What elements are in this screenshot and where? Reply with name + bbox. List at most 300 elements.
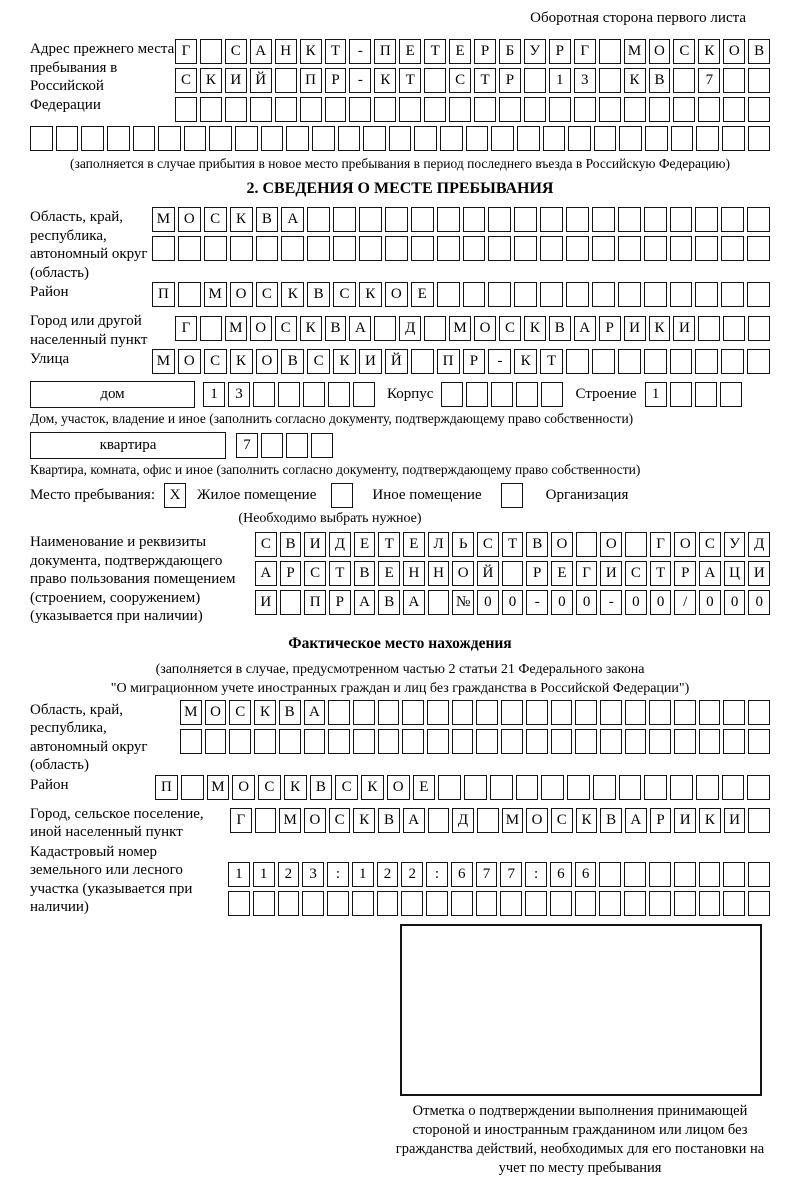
char-cell [748, 729, 770, 754]
char-cell [466, 382, 488, 407]
char-cell: Е [551, 561, 573, 586]
char-cell [575, 891, 597, 916]
place-type-note: (Необходимо выбрать нужное) [238, 511, 422, 526]
cadastral-field [30, 842, 770, 920]
residential-option-label: Жилое помещение [197, 487, 317, 503]
prev-address-row-3 [175, 97, 770, 122]
char-cell [526, 700, 548, 725]
char-cell [501, 700, 523, 725]
char-cell [543, 126, 566, 151]
house-cells [203, 382, 375, 407]
char-cell: Р [549, 39, 571, 64]
char-cell: Е [399, 39, 421, 64]
char-cell [644, 349, 667, 374]
char-cell [723, 891, 745, 916]
char-cell: Ь [452, 532, 474, 557]
char-cell: Е [413, 775, 436, 800]
char-cell [175, 97, 197, 122]
char-cell [549, 97, 571, 122]
char-cell: 7 [500, 862, 522, 887]
char-cell [600, 700, 622, 725]
char-cell: Т [502, 532, 524, 557]
stamp-area [30, 924, 770, 1178]
char-cell: : [426, 862, 448, 887]
char-cell [723, 316, 745, 341]
cadastral-row-1 [228, 862, 770, 887]
char-cell [303, 382, 325, 407]
char-cell [428, 808, 450, 833]
char-cell: С [329, 808, 351, 833]
char-cell: Д [329, 532, 351, 557]
region-row-2 [152, 236, 770, 261]
char-cell: № [452, 590, 474, 615]
char-cell [499, 97, 521, 122]
char-cell [699, 862, 721, 887]
organization-option-label: Организация [545, 487, 629, 503]
char-cell [721, 236, 744, 261]
char-cell [253, 382, 275, 407]
char-cell [349, 97, 371, 122]
char-cell: 1 [549, 68, 571, 93]
char-cell: М [152, 349, 175, 374]
char-cell: : [525, 862, 547, 887]
char-cell [338, 126, 361, 151]
char-cell [261, 433, 283, 458]
char-cell [748, 126, 771, 151]
char-cell [402, 700, 424, 725]
char-cell [411, 236, 434, 261]
char-cell [671, 126, 694, 151]
char-cell [551, 729, 573, 754]
char-cell: О [723, 39, 745, 64]
char-cell: С [449, 68, 471, 93]
street-field [30, 349, 770, 378]
char-cell: О [551, 532, 573, 557]
char-cell [541, 382, 563, 407]
char-cell: П [304, 590, 326, 615]
char-cell [593, 775, 616, 800]
char-cell: Т [329, 561, 351, 586]
char-cell: И [304, 532, 326, 557]
char-cell: К [514, 349, 537, 374]
cadastral-label: Кадастровый номер земельного или лесного участка (указывается при наличии) [30, 843, 193, 915]
char-cell: 1 [352, 862, 374, 887]
char-cell [723, 68, 745, 93]
char-cell: К [624, 68, 646, 93]
char-cell [748, 316, 770, 341]
char-cell [592, 282, 615, 307]
title-document-label: Наименование и реквизиты документа, подтверждающего право пользования помещением (строением, сооружением) (указывается при наличии) [30, 534, 236, 624]
char-cell [625, 532, 647, 557]
char-cell: С [307, 349, 330, 374]
char-cell [463, 236, 486, 261]
house-row [30, 381, 770, 408]
char-cell [491, 382, 513, 407]
char-cell [516, 775, 539, 800]
char-cell: С [335, 775, 358, 800]
apartment-row [30, 432, 770, 459]
char-cell [307, 236, 330, 261]
char-cell: Д [748, 532, 770, 557]
char-cell [200, 97, 222, 122]
prev-address-field [30, 39, 770, 126]
char-cell [474, 97, 496, 122]
char-cell: К [300, 39, 322, 64]
char-cell: 0 [502, 590, 524, 615]
char-cell [696, 775, 719, 800]
char-cell [359, 236, 382, 261]
char-cell [525, 891, 547, 916]
char-cell: Р [474, 39, 496, 64]
char-cell: С [255, 532, 277, 557]
char-cell [399, 97, 421, 122]
char-cell [300, 97, 322, 122]
char-cell: Т [378, 532, 400, 557]
char-cell [307, 207, 330, 232]
char-cell: И [225, 68, 247, 93]
char-cell: Б [499, 39, 521, 64]
actual-location-note-1: (заполняется в случае, предусмотренном частью 2 статьи 21 Федерального закона [155, 661, 645, 677]
char-cell [723, 700, 745, 725]
char-cell: Р [463, 349, 486, 374]
char-cell [644, 282, 667, 307]
char-cell: Н [275, 39, 297, 64]
char-cell [649, 862, 671, 887]
char-cell [723, 97, 745, 122]
char-cell: Т [325, 39, 347, 64]
char-cell [378, 700, 400, 725]
char-cell: П [437, 349, 460, 374]
char-cell [695, 282, 718, 307]
char-cell [644, 207, 667, 232]
char-cell [424, 68, 446, 93]
char-cell: В [279, 700, 301, 725]
char-cell: Г [230, 808, 252, 833]
char-cell: М [279, 808, 301, 833]
char-cell [723, 729, 745, 754]
char-cell: И [724, 808, 746, 833]
char-cell: 7 [698, 68, 720, 93]
char-cell [490, 775, 513, 800]
house-note: Дом, участок, владение и иное (заполнить согласно документу, подтверждающему право собственности) [30, 411, 634, 426]
prev-address-row-2 [175, 68, 770, 93]
city-field [30, 311, 770, 349]
char-cell [747, 236, 770, 261]
apartment-cells [236, 433, 333, 458]
char-cell: Р [674, 561, 696, 586]
char-cell: Ц [724, 561, 746, 586]
char-cell: С [699, 532, 721, 557]
char-cell [673, 68, 695, 93]
char-cell [30, 126, 53, 151]
char-cell: Г [175, 39, 197, 64]
char-cell [328, 729, 350, 754]
cadastral-row-2 [228, 891, 770, 916]
char-cell: В [378, 590, 400, 615]
char-cell: С [304, 561, 326, 586]
char-cell: Е [411, 282, 434, 307]
char-cell: И [359, 349, 382, 374]
char-cell [180, 729, 202, 754]
char-cell [253, 891, 275, 916]
char-cell [385, 207, 408, 232]
char-cell: С [258, 775, 281, 800]
char-cell [488, 236, 511, 261]
page-side-note: Оборотная сторона первого листа [530, 10, 746, 26]
char-cell: Е [403, 532, 425, 557]
char-cell [568, 126, 591, 151]
char-cell: 6 [550, 862, 572, 887]
char-cell [566, 282, 589, 307]
char-cell: А [304, 700, 326, 725]
char-cell [463, 207, 486, 232]
char-cell [541, 775, 564, 800]
char-cell: И [255, 590, 277, 615]
char-cell: С [673, 39, 695, 64]
char-cell [181, 775, 204, 800]
char-cell: К [524, 316, 546, 341]
char-cell [401, 891, 423, 916]
char-cell: Й [250, 68, 272, 93]
char-cell: 3 [302, 862, 324, 887]
char-cell: Е [378, 561, 400, 586]
char-cell [566, 236, 589, 261]
char-cell [178, 282, 201, 307]
char-cell [286, 433, 308, 458]
char-cell [428, 590, 450, 615]
actual-region-field [30, 700, 770, 775]
char-cell: 7 [236, 433, 258, 458]
char-cell: С [225, 39, 247, 64]
char-cell: А [354, 590, 376, 615]
char-cell: К [649, 316, 671, 341]
char-cell [674, 891, 696, 916]
char-cell: Д [452, 808, 474, 833]
char-cell [695, 382, 717, 407]
char-cell [526, 729, 548, 754]
char-cell: 0 [699, 590, 721, 615]
char-cell [311, 433, 333, 458]
char-cell: С [477, 532, 499, 557]
char-cell [452, 729, 474, 754]
actual-district-label: Район [30, 776, 69, 793]
char-cell [281, 236, 304, 261]
char-cell: К [576, 808, 598, 833]
char-cell: Г [574, 39, 596, 64]
char-cell: О [304, 808, 326, 833]
char-cell [618, 282, 641, 307]
char-cell: М [204, 282, 227, 307]
char-cell: В [649, 68, 671, 93]
char-cell: Р [526, 561, 548, 586]
char-cell: О [452, 561, 474, 586]
char-cell: Р [650, 808, 672, 833]
char-cell [720, 382, 742, 407]
char-cell [414, 126, 437, 151]
char-cell: В [526, 532, 548, 557]
char-cell [230, 236, 253, 261]
char-cell: Т [650, 561, 672, 586]
char-cell [699, 729, 721, 754]
char-cell: М [624, 39, 646, 64]
char-cell: О [474, 316, 496, 341]
char-cell: О [256, 349, 279, 374]
char-cell: 1 [228, 862, 250, 887]
char-cell [670, 775, 693, 800]
char-cell [278, 382, 300, 407]
char-cell: И [600, 561, 622, 586]
char-cell [575, 729, 597, 754]
place-type-row [30, 483, 770, 508]
char-cell: М [225, 316, 247, 341]
char-cell [748, 68, 770, 93]
char-cell [599, 68, 621, 93]
char-cell [286, 126, 309, 151]
char-cell [566, 349, 589, 374]
char-cell: О [600, 532, 622, 557]
char-cell [618, 236, 641, 261]
char-cell [747, 349, 770, 374]
char-cell [747, 282, 770, 307]
char-cell: О [526, 808, 548, 833]
char-cell [618, 207, 641, 232]
char-cell [304, 729, 326, 754]
char-cell [374, 97, 396, 122]
prev-address-label: Адрес прежнего места пребывания в Российской Федерации [30, 41, 175, 113]
char-cell [363, 126, 386, 151]
char-cell [279, 729, 301, 754]
place-type-label: Место пребывания: [30, 487, 155, 503]
char-cell [464, 775, 487, 800]
char-cell [567, 775, 590, 800]
char-cell: К [284, 775, 307, 800]
char-cell [748, 700, 770, 725]
char-cell [540, 207, 563, 232]
char-cell [327, 891, 349, 916]
title-document-row-1 [255, 532, 770, 557]
actual-district-row [155, 775, 770, 800]
region-row-1 [152, 207, 770, 232]
title-document-row-3 [255, 590, 770, 615]
char-cell: И [624, 316, 646, 341]
char-cell [353, 700, 375, 725]
char-cell [594, 126, 617, 151]
district-row [152, 282, 770, 307]
char-cell [721, 349, 744, 374]
region-field [30, 207, 770, 282]
char-cell [644, 236, 667, 261]
char-cell [389, 126, 412, 151]
char-cell [670, 382, 692, 407]
actual-district-field [30, 775, 770, 804]
char-cell: Г [175, 316, 197, 341]
char-cell [353, 729, 375, 754]
char-cell: В [748, 39, 770, 64]
prev-address-row-4 [30, 126, 770, 151]
char-cell: - [600, 590, 622, 615]
char-cell: Й [385, 349, 408, 374]
char-cell: А [403, 590, 425, 615]
char-cell [625, 729, 647, 754]
char-cell [748, 862, 770, 887]
apartment-box-label: квартира [30, 432, 226, 459]
char-cell [645, 126, 668, 151]
char-cell: С [204, 349, 227, 374]
char-cell: М [502, 808, 524, 833]
char-cell: - [526, 590, 548, 615]
char-cell [184, 126, 207, 151]
char-cell: И [673, 316, 695, 341]
char-cell [517, 126, 540, 151]
street-row [152, 349, 770, 374]
char-cell: 6 [451, 862, 473, 887]
char-cell [670, 236, 693, 261]
char-cell: 3 [228, 382, 250, 407]
char-cell [107, 126, 130, 151]
char-cell: А [699, 561, 721, 586]
char-cell [619, 775, 642, 800]
char-cell [302, 891, 324, 916]
char-cell [670, 349, 693, 374]
char-cell [599, 862, 621, 887]
char-cell: Й [477, 561, 499, 586]
char-cell [451, 891, 473, 916]
char-cell [312, 126, 335, 151]
char-cell [374, 316, 396, 341]
char-cell [592, 236, 615, 261]
char-cell: Е [449, 39, 471, 64]
char-cell [722, 126, 745, 151]
char-cell [502, 561, 524, 586]
char-cell [721, 282, 744, 307]
prev-address-row-1 [175, 39, 770, 64]
char-cell [550, 891, 572, 916]
korpus-label: Корпус [387, 386, 434, 402]
char-cell [440, 126, 463, 151]
char-cell: С [204, 207, 227, 232]
char-cell: С [175, 68, 197, 93]
char-cell [437, 207, 460, 232]
char-cell [698, 316, 720, 341]
char-cell [618, 349, 641, 374]
char-cell: : [327, 862, 349, 887]
char-cell [514, 282, 537, 307]
char-cell: А [255, 561, 277, 586]
district-label: Район [30, 284, 69, 300]
char-cell [325, 97, 347, 122]
char-cell [427, 729, 449, 754]
char-cell: Г [650, 532, 672, 557]
char-cell: 2 [401, 862, 423, 887]
char-cell [551, 700, 573, 725]
char-cell [576, 532, 598, 557]
char-cell: С [551, 808, 573, 833]
char-cell: 0 [748, 590, 770, 615]
char-cell: О [230, 282, 253, 307]
char-cell: О [387, 775, 410, 800]
char-cell [670, 282, 693, 307]
stroenie-label: Строение [575, 386, 637, 402]
char-cell [670, 207, 693, 232]
char-cell: К [300, 316, 322, 341]
section2-title: 2. СВЕДЕНИЯ О МЕСТЕ ПРЕБЫВАНИЯ [246, 180, 554, 197]
char-cell [209, 126, 232, 151]
char-cell [619, 126, 642, 151]
char-cell: 3 [574, 68, 596, 93]
char-cell: В [280, 532, 302, 557]
stamp-caption: Отметка о подтверждении выполнения принимающей стороной и иностранным гражданином или лицом без гражданства действий, необходимых для его постановки на учет по месту пребывания [395, 1102, 765, 1176]
char-cell [674, 700, 696, 725]
